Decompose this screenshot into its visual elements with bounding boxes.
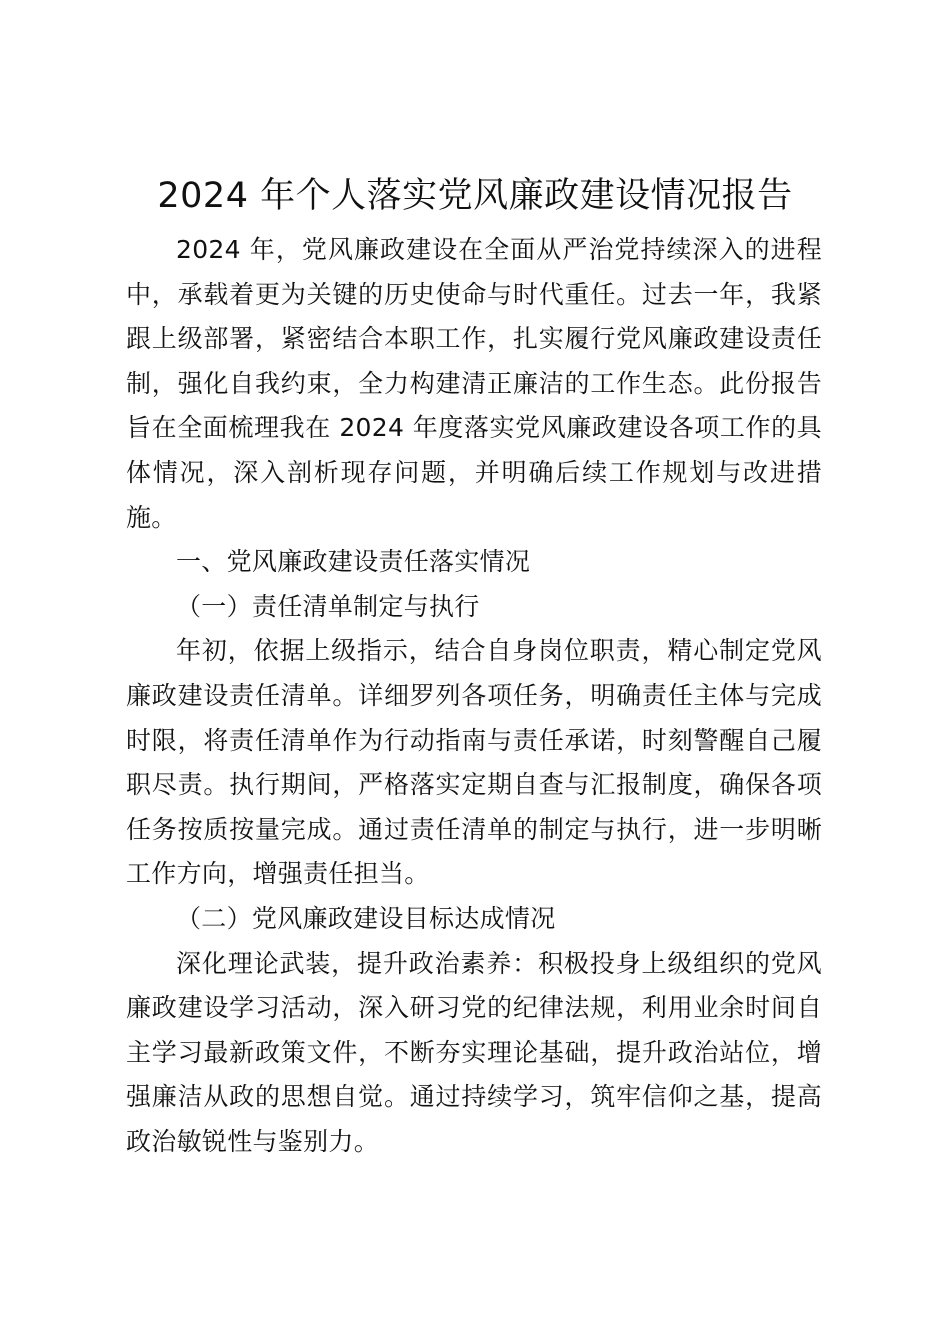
body-paragraph: 深化理论武装，提升政治素养：积极投身上级组织的党风廉政建设学习活动，深入研习党的纪律法规，利用业余时间自主学习最新政策文件，不断夯实理论基础，提升政治站位，增强廉洁从政的思想自觉。通过持续学习，筑牢信仰之基，提高政治敏锐性与鉴别力。 bbox=[126, 948, 822, 1156]
body-paragraph: 年初，依据上级指示，结合自身岗位职责，精心制定党风廉政建设责任清单。详细罗列各项任务，明确责任主体与完成时限，将责任清单作为行动指南与责任承诺，时刻警醒自己履职尽责。执行期间，严格落实定期自查与汇报制度，确保各项任务按质按量完成。通过责任清单的制定与执行，进一步明晰工作方向，增强责任担当。 bbox=[126, 636, 822, 889]
section-heading-1: 一、党风廉政建设责任落实情况 bbox=[176, 547, 531, 577]
document-title: 2024 年个人落实党风廉政建设情况报告 bbox=[157, 176, 793, 216]
document-body bbox=[126, 228, 822, 1164]
subsection-heading-2: （二）党风廉政建设目标达成情况 bbox=[176, 903, 556, 933]
subsection-heading-1: （一）责任清单制定与执行 bbox=[176, 591, 480, 621]
intro-paragraph: 2024 年，党风廉政建设在全面从严治党持续深入的进程中，承载着更为关键的历史使命与时代重任。过去一年，我紧跟上级部署，紧密结合本职工作，扎实履行党风廉政建设责任制，强化自我约束，全力构建清正廉洁的工作生态。此份报告旨在全面梳理我在 2024 年度落实党风廉政建设各项工作的具体情况，深入剖析现存问题，并明确后续工作规划与改进措施。 bbox=[126, 235, 822, 532]
